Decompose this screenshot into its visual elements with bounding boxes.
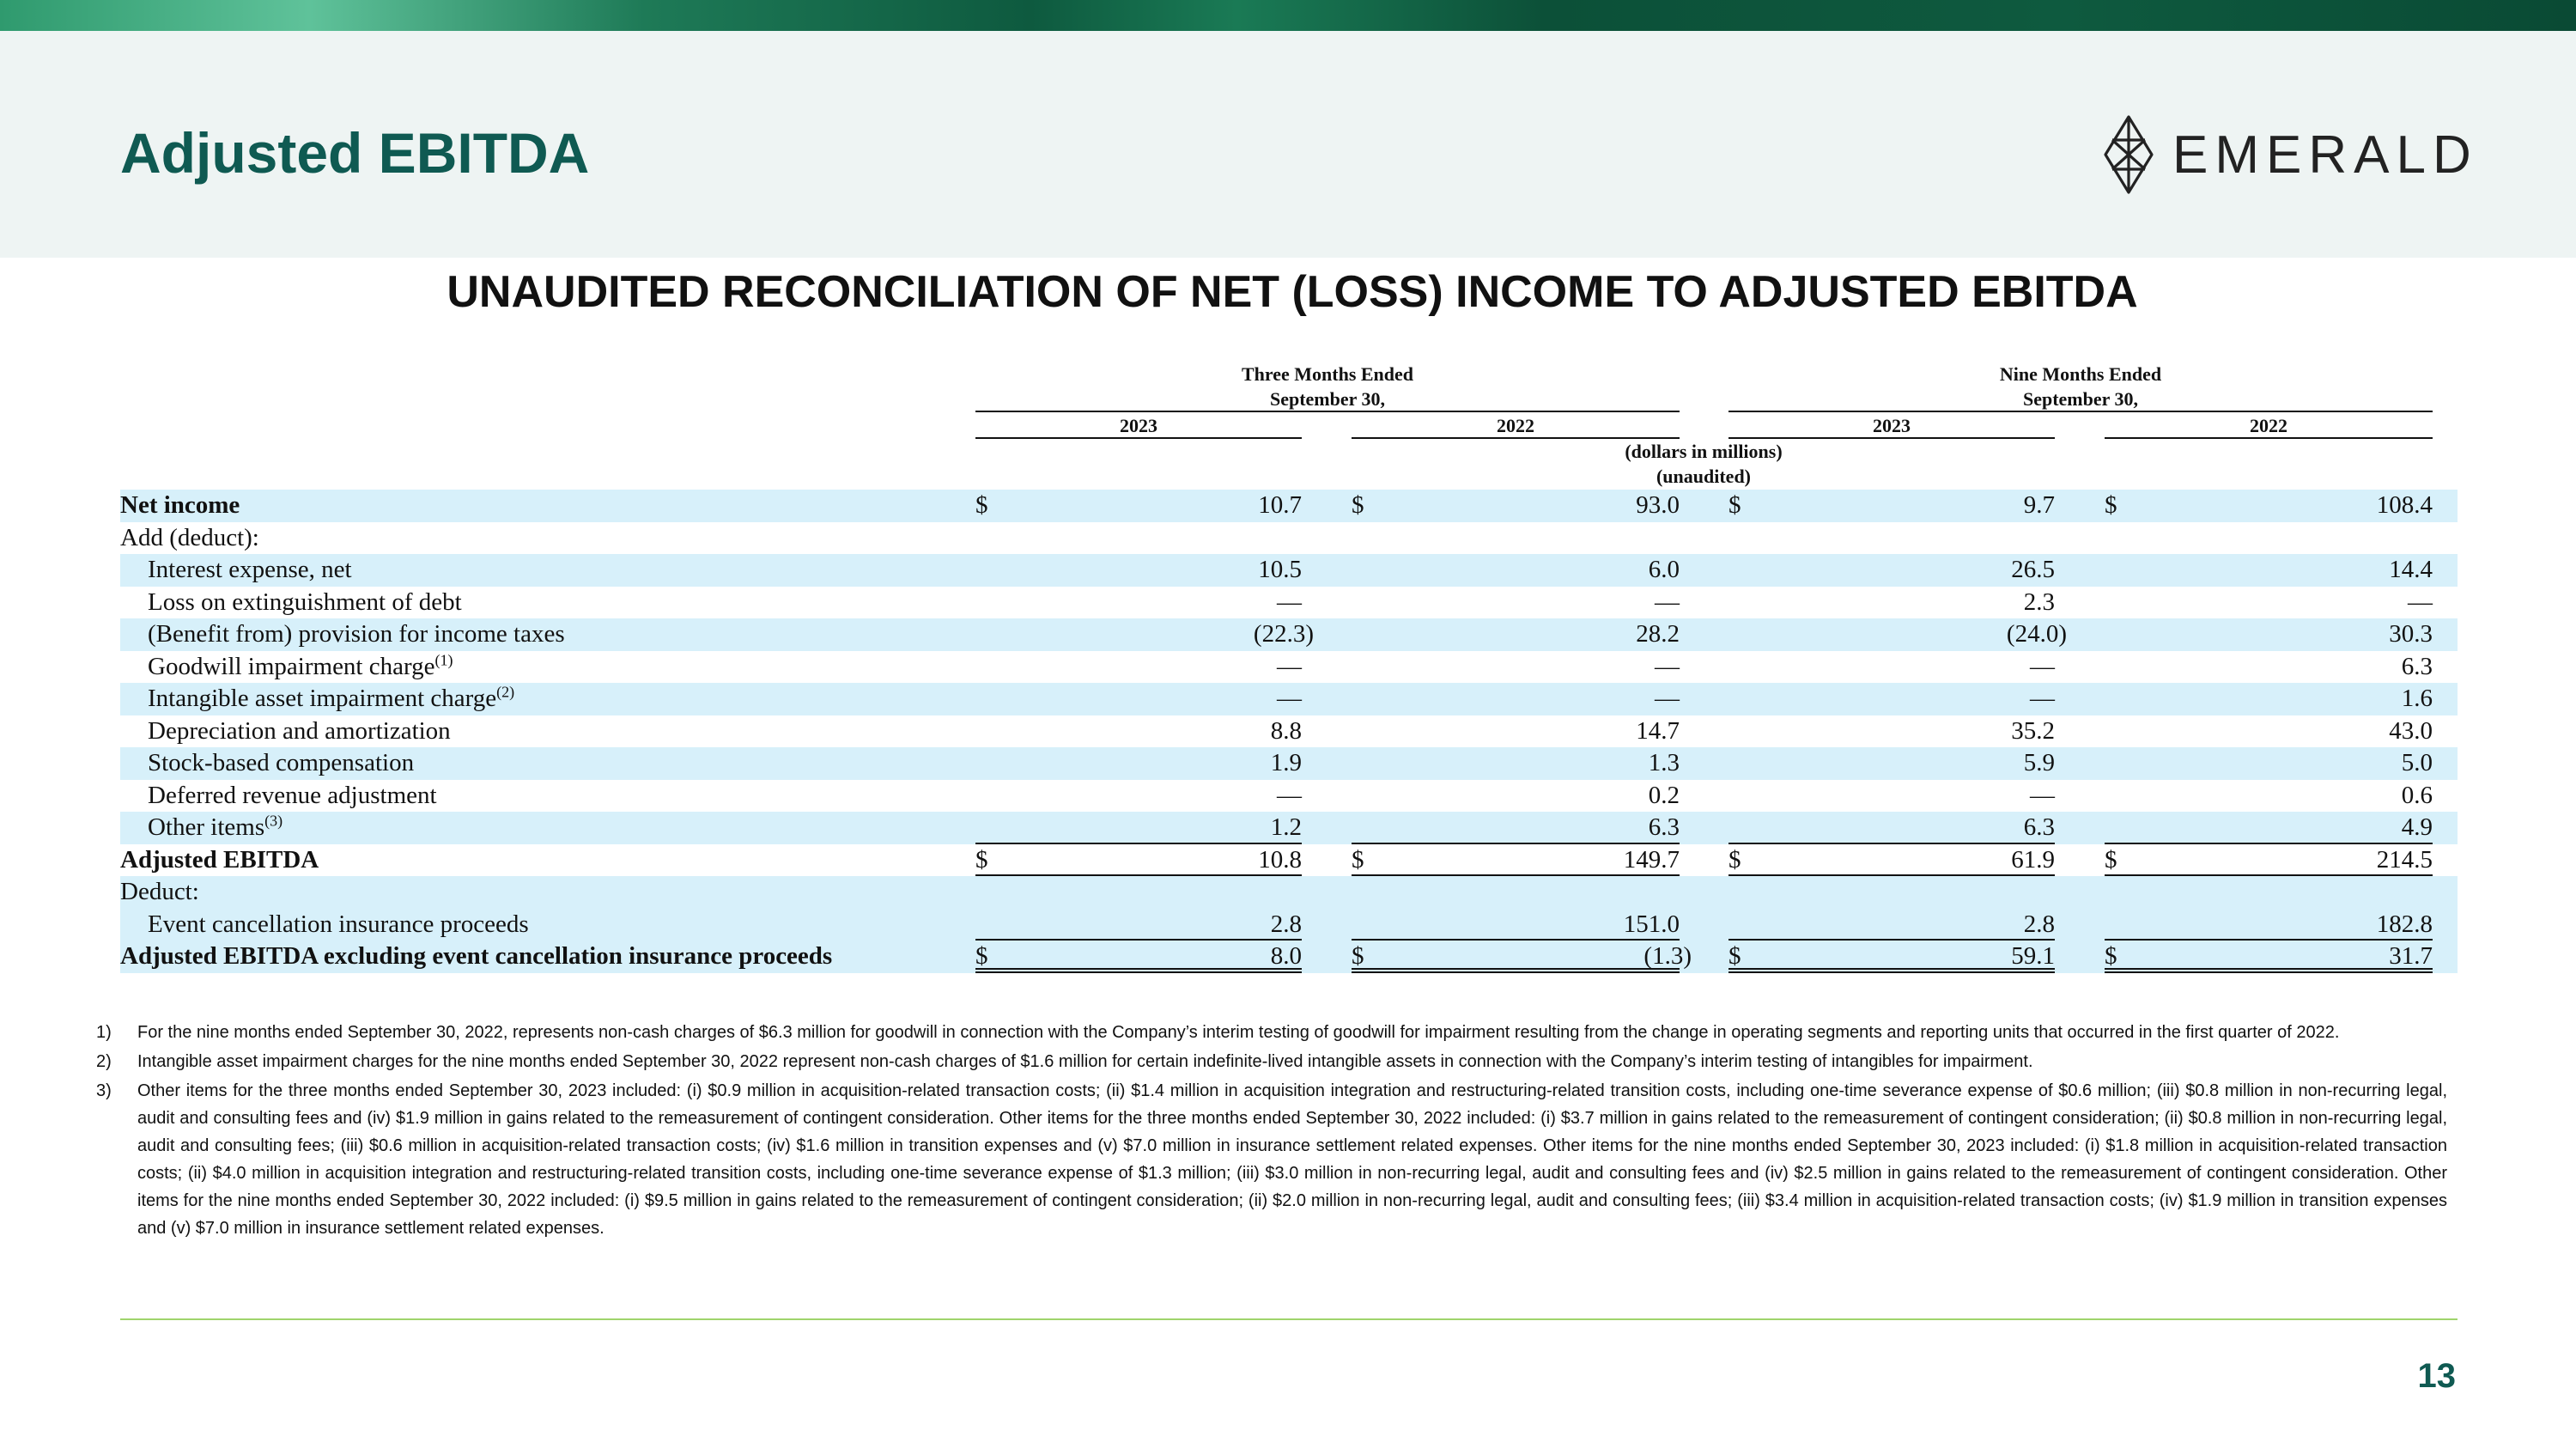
year-header: 2023 (1120, 415, 1157, 436)
currency-symbol: $ (1728, 942, 1741, 970)
row-label-text: Deduct: (120, 878, 199, 905)
three-months-rule (975, 411, 1680, 412)
row-label-text: Net income (120, 491, 240, 519)
row-label-text: Intangible asset impairment charge (148, 685, 497, 712)
emerald-logo (2102, 112, 2478, 198)
footnote-ref: (1) (434, 650, 453, 668)
cell-value: 59.1 (2011, 942, 2055, 970)
cell-value: 6.3 (2401, 652, 2433, 680)
table-row (120, 876, 2458, 909)
table-row (120, 554, 2458, 587)
top-brand-stripe (0, 0, 2576, 31)
table-row (120, 780, 2458, 813)
currency-symbol: $ (2105, 845, 2117, 874)
nine-months-rule (1728, 411, 2433, 412)
cell-value: 14.7 (1636, 716, 1680, 745)
cell-value: 43.0 (2389, 716, 2433, 745)
table-row (120, 812, 2458, 844)
table-cell (975, 618, 1314, 651)
cell-value: 35.2 (2011, 716, 2055, 745)
units-line2: (unaudited) (1656, 466, 1752, 487)
cell-value: 14.4 (2389, 556, 2433, 583)
footnote (96, 1077, 2447, 1242)
table-cell (1352, 909, 1680, 941)
table-cell (2105, 812, 2433, 844)
table-row (120, 587, 2458, 619)
year-header: 2022 (1497, 415, 1534, 436)
three-months-line2: September 30, (1269, 388, 1386, 410)
cell-value: 0.2 (1648, 781, 1680, 809)
table-cell (975, 844, 1302, 877)
three-months-line1: Three Months Ended (1241, 363, 1414, 385)
currency-symbol: $ (2105, 942, 2117, 970)
table-cell (1728, 587, 2055, 619)
footnote-number: 1) (96, 1023, 112, 1042)
page-title: Adjusted EBITDA (120, 121, 590, 185)
nine-months-line2: September 30, (2022, 388, 2139, 410)
currency-symbol: $ (1728, 491, 1741, 519)
row-label (120, 490, 240, 522)
nine-months-header (1728, 362, 2433, 411)
cell-value: — (1277, 685, 1302, 712)
cell-value: 10.7 (1258, 491, 1302, 519)
row-label-text: Deferred revenue adjustment (148, 781, 437, 809)
table-row (120, 747, 2458, 780)
cell-value: — (1277, 652, 1302, 680)
row-label-text: Adjusted EBITDA (120, 845, 319, 874)
row-label (148, 683, 514, 715)
table-cell (2105, 909, 2433, 941)
reconciliation-table (120, 490, 2458, 973)
cell-value: (22.3) (1253, 620, 1314, 648)
footnote (96, 1019, 2447, 1046)
row-label-text: Add (deduct): (120, 523, 259, 551)
cell-value: — (2408, 588, 2433, 616)
currency-symbol: $ (975, 491, 988, 519)
footnote-number: 2) (96, 1052, 112, 1071)
cell-value: 5.9 (2023, 749, 2055, 776)
cell-value: 8.0 (1270, 942, 1302, 970)
currency-symbol: $ (1728, 845, 1741, 874)
cell-value: 30.3 (2389, 620, 2433, 648)
units-line1: (dollars in millions) (1625, 441, 1783, 462)
cell-value: 6.0 (1648, 556, 1680, 583)
logo-wordmark: EMERALD (2172, 125, 2478, 185)
table-cell (1728, 651, 2055, 684)
table-cell (1352, 683, 1680, 715)
table-cell (2105, 651, 2433, 684)
table-cell (1728, 490, 2055, 522)
row-label (120, 876, 199, 909)
table-cell (1728, 683, 2055, 715)
footnote-ref: (3) (264, 812, 283, 830)
cell-value: 2.3 (2023, 588, 2055, 616)
row-label (120, 522, 259, 555)
table-cell (1352, 715, 1680, 748)
cell-value: 182.8 (2376, 910, 2433, 938)
table-cell (1352, 941, 1692, 973)
table-cell (1352, 812, 1680, 844)
row-label (120, 844, 319, 877)
units-note (1532, 439, 1875, 489)
cell-value: 2.8 (2023, 910, 2055, 938)
table-row (120, 844, 2458, 877)
row-label-text: Other items (148, 813, 265, 841)
table-row (120, 909, 2458, 941)
table-cell (975, 587, 1302, 619)
cell-value: 93.0 (1636, 491, 1680, 519)
row-label-text: Event cancellation insurance proceeds (148, 910, 529, 938)
row-label-text: (Benefit from) provision for income taxes (148, 620, 565, 648)
currency-symbol: $ (1352, 491, 1364, 519)
currency-symbol: $ (1352, 942, 1364, 970)
cell-value: 214.5 (2376, 845, 2433, 874)
cell-value: — (1655, 652, 1680, 680)
table-cell (1728, 844, 2055, 877)
cell-value: 31.7 (2389, 942, 2433, 970)
table-cell (1728, 941, 2055, 973)
table-cell (975, 780, 1302, 813)
footnote (96, 1048, 2447, 1075)
row-label (148, 554, 352, 587)
table-cell (1728, 812, 2055, 844)
cell-value: 2.8 (1270, 910, 1302, 938)
table-cell (975, 554, 1302, 587)
table-cell (975, 941, 1302, 973)
footnote-text: For the nine months ended September 30, 2022, represents non-cash charges of $6.3 million for goodwill in connection with the Company’s interim testing of goodwill for impairment resulting from the change in operating segments and reporting units that occurred in the first quarter of 2022. (137, 1023, 2340, 1042)
cell-value: — (1655, 685, 1680, 712)
page-number: 13 (2417, 1357, 2456, 1395)
table-cell (1352, 844, 1680, 877)
year-rule (975, 437, 1302, 439)
year-rule (2105, 437, 2433, 439)
row-label (148, 812, 283, 844)
table-cell (1728, 554, 2055, 587)
footnote-text: Other items for the three months ended September 30, 2023 included: (i) $0.9 million in acquisition-related transaction costs; (ii) $1.4 million in acquisition integration and restructuring-related transition costs, including one-time severance expense of $0.6 million; (iii) $0.8 million in non-recurring legal, audit and consulting fees and (iv) $1.9 million in gains related to the remeasurement of contingent consideration. Other items for the three months ended September 30, 2022 included: (i) $3.7 million in gains related to the remeasurement of contingent consideration; (ii) $0.8 million in non-recurring legal, audit and consulting fees; (iii) $0.6 million in acquisition-related transaction costs; (iv) $1.6 million in transition expenses and (v) $7.0 million in insurance settlement related expenses. Other items for the nine months ended September 30, 2023 included: (i) $1.8 million in acquisition-related transaction costs; (ii) $4.0 million in acquisition integration and restructuring-related transition costs, including one-time severance expense of $1.3 million; (iii) $3.0 million in non-recurring legal, audit and consulting fees and (iv) $2.5 million in gains related to the remeasurement of contingent consideration. Other items for the nine months ended September 30, 2022 included: (i) $9.5 million in gains related to the remeasurement of contingent consideration; (ii) $2.0 million in non-recurring legal, audit and consulting fees; (iii) $3.4 million in acquisition-related transaction costs; (iv) $1.9 million in transition expenses and (v) $7.0 million in insurance settlement related expenses. (137, 1081, 2447, 1238)
table-cell (975, 812, 1302, 844)
cell-value: (24.0) (2006, 620, 2067, 648)
table-cell (2105, 747, 2433, 780)
row-label-text: Adjusted EBITDA excluding event cancellation insurance proceeds (120, 942, 833, 970)
year-header: 2023 (1873, 415, 1911, 436)
row-label-text: Goodwill impairment charge (148, 652, 435, 680)
table-cell (975, 909, 1302, 941)
nine-months-line1: Nine Months Ended (1999, 363, 2162, 385)
cell-value: 5.0 (2401, 749, 2433, 776)
cell-value: 4.9 (2401, 813, 2433, 841)
three-months-header (975, 362, 1680, 411)
row-label (148, 651, 453, 684)
cell-value: 28.2 (1636, 620, 1680, 648)
currency-symbol: $ (975, 942, 988, 970)
table-cell (2105, 554, 2433, 587)
footer-divider (120, 1318, 2458, 1320)
cell-value: — (1277, 781, 1302, 809)
table-cell (2105, 780, 2433, 813)
cell-value: 26.5 (2011, 556, 2055, 583)
table-cell (1728, 618, 2067, 651)
cell-value: 8.8 (1270, 716, 1302, 745)
table-cell (2105, 490, 2433, 522)
table-cell (1352, 651, 1680, 684)
table-cell (1352, 490, 1680, 522)
emerald-gem-icon (2102, 114, 2155, 195)
cell-value: — (1277, 588, 1302, 616)
cell-value: 10.5 (1258, 556, 1302, 583)
row-label-text: Loss on extinguishment of debt (148, 588, 462, 616)
row-label (148, 618, 565, 651)
footnotes (96, 1019, 2447, 1244)
table-row (120, 941, 2458, 973)
cell-value: — (2030, 652, 2055, 680)
row-label (120, 941, 832, 973)
table-row (120, 715, 2458, 748)
row-label-text: Interest expense, net (148, 556, 352, 583)
row-label (148, 780, 437, 813)
row-label-text: Depreciation and amortization (148, 716, 451, 745)
cell-value: — (1655, 588, 1680, 616)
table-cell (1352, 618, 1680, 651)
table-cell (1728, 780, 2055, 813)
cell-value: 1.2 (1270, 813, 1302, 841)
report-title: UNAUDITED RECONCILIATION OF NET (LOSS) INCOME TO ADJUSTED EBITDA (447, 267, 2138, 317)
table-cell (1352, 780, 1680, 813)
cell-value: 151.0 (1623, 910, 1680, 938)
cell-value: — (2030, 685, 2055, 712)
table-cell (975, 715, 1302, 748)
table-cell (2105, 618, 2433, 651)
table-row (120, 651, 2458, 684)
row-label (148, 587, 462, 619)
cell-value: 1.3 (1648, 749, 1680, 776)
table-cell (1728, 715, 2055, 748)
table-row (120, 522, 2458, 555)
table-cell (975, 747, 1302, 780)
cell-value: — (2030, 781, 2055, 809)
row-label (148, 747, 414, 780)
cell-value: 10.8 (1258, 845, 1302, 874)
table-cell (975, 651, 1302, 684)
footnote-number: 3) (96, 1081, 112, 1100)
footnote-text: Intangible asset impairment charges for the nine months ended September 30, 2022 represent non-cash charges of $1.6 million for certain indefinite-lived intangible assets in connection with the Company’s interim testing of intangibles for impairment. (137, 1052, 2033, 1071)
table-cell (975, 683, 1302, 715)
footnote-ref: (2) (496, 683, 515, 701)
year-header: 2022 (2250, 415, 2287, 436)
table-row (120, 490, 2458, 522)
table-cell (2105, 587, 2433, 619)
table-cell (2105, 715, 2433, 748)
table-cell (975, 490, 1302, 522)
cell-value: 6.3 (2023, 813, 2055, 841)
table-cell (1352, 587, 1680, 619)
table-cell (2105, 683, 2433, 715)
row-label-text: Stock-based compensation (148, 749, 415, 776)
table-cell (1352, 747, 1680, 780)
cell-value: 6.3 (1648, 813, 1680, 841)
table-cell (1728, 747, 2055, 780)
cell-value: 61.9 (2011, 845, 2055, 874)
row-label (148, 909, 529, 941)
table-cell (2105, 941, 2433, 973)
currency-symbol: $ (2105, 491, 2117, 519)
cell-value: 9.7 (2023, 491, 2055, 519)
row-label (148, 715, 451, 748)
table-row (120, 683, 2458, 715)
currency-symbol: $ (975, 845, 988, 874)
cell-value: 108.4 (2376, 491, 2433, 519)
cell-value: 1.9 (1270, 749, 1302, 776)
cell-value: (1.3) (1643, 942, 1692, 970)
table-cell (2105, 844, 2433, 877)
table-row (120, 618, 2458, 651)
table-cell (1352, 554, 1680, 587)
cell-value: 1.6 (2401, 685, 2433, 712)
cell-value: 0.6 (2401, 781, 2433, 809)
table-cell (1728, 909, 2055, 941)
currency-symbol: $ (1352, 845, 1364, 874)
cell-value: 149.7 (1623, 845, 1680, 874)
